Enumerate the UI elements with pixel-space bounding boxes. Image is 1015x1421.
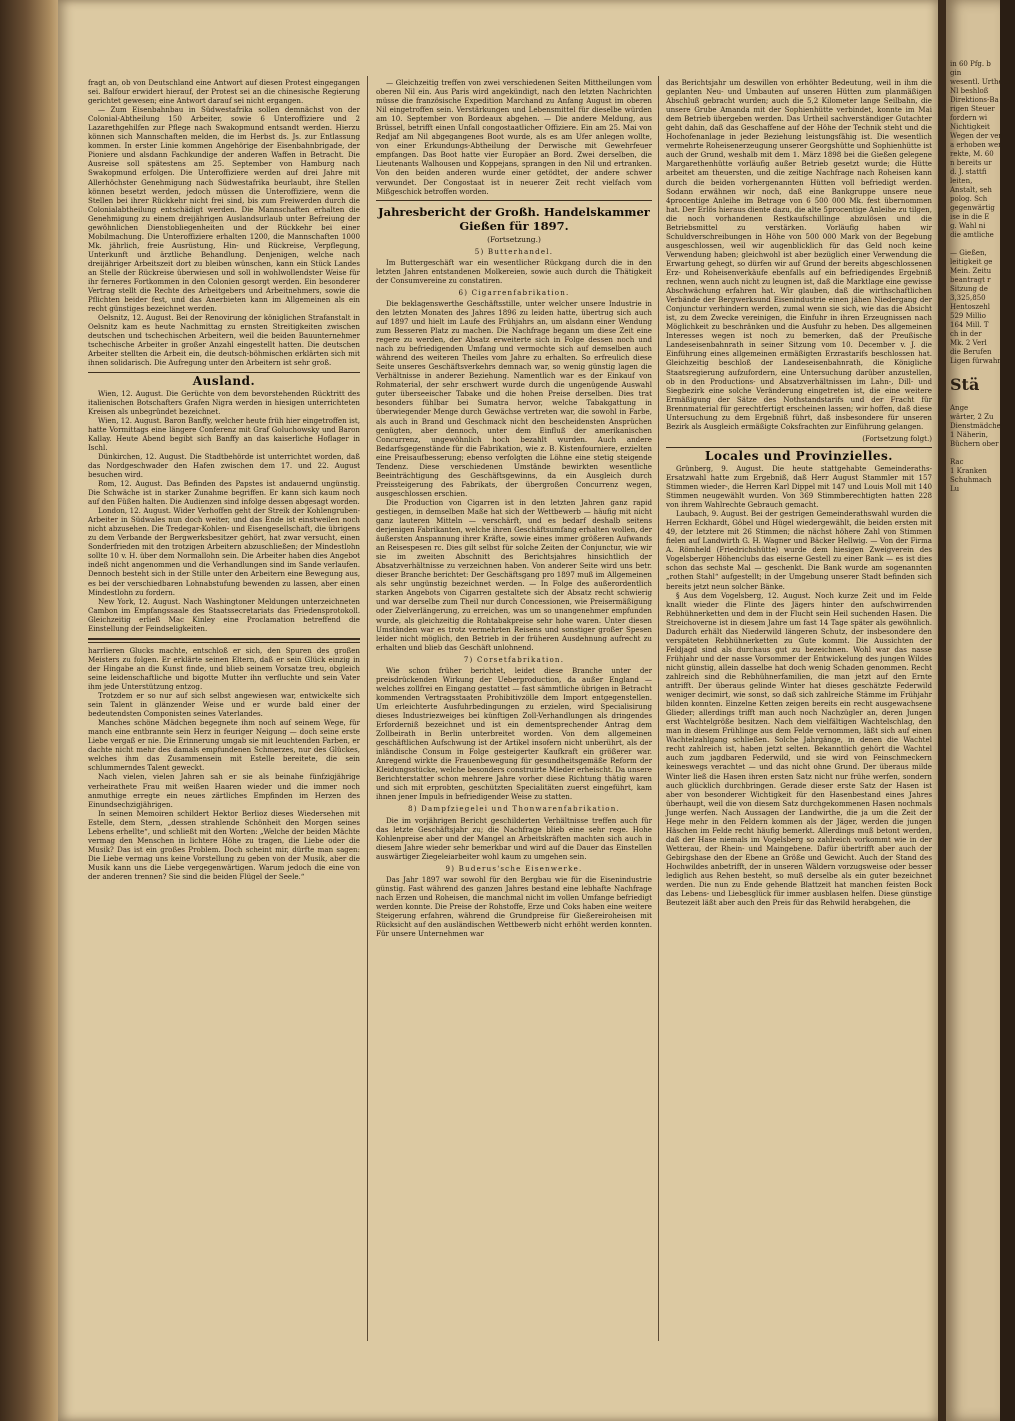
adjacent-page-line: Hentoszehl [950, 303, 990, 311]
adjacent-page-line: rigen Steuer [950, 105, 995, 113]
section-7-text: Wie schon früher berichtet, leidet diese Branche unter der preisdrückenden Wirkung der Ueberproduction, da außer England — welches zollfrei en Eingang gestattet — fast sämmtliche übrigen in Betracht kommenden Vertragsstaaten Prohibitivzölle dem Import entgegenstellen. Um erleichterte Ausfuhrbedingungen zu erzielen, wird Specialisirung dieses Industriezweiges bei künftigen Zoll-Verhandlungen als dringendes Erforderniß bezeichnet und ist ein dementsprechender Antrag dem Zollbeirath in Berlin unterbreitet worden. Von dem allgemeinen geschäftlichen Aufschwung ist der Artikel insofern nicht unberührt, als der inländische Consum in Folge gesteigerter Kaufkraft ein größerer war. Anregend wirkte die Frauenbewegung für gesundheitsgemäße Reform der Kleidungsstücke, welche besonders construirte Mieder erheischt. Da unsere Berichterstatter schon mehrere Jahre vorher diese Richtung thätig waren und sich mit erprobten, geschützten Specialitäten zuerst eingeführt, kam ihnen jener Impuls in befriedigender Weise zu statten. [376, 665, 652, 802]
section-divider [666, 447, 932, 448]
section-7-heading: 7) Corsetfabrikation. [463, 654, 565, 664]
adjacent-page-line: 164 Mill. T [950, 321, 989, 329]
feuilleton-para-1: harrlieren Glucks machte, entschloß er sich, den Spuren des großen Meisters zu folgen. Er erklärte seinen Eltern, daß er sein Glück einzig in der Hingabe an die Kunst finde, und blieb seinem Vorsatze treu, obgleich seine leidenschaftliche und bigotte Mutter ihn verfluchte und sein Vater ihm jede Unterstützung entzog. [88, 645, 360, 691]
article-upper-nile: — Gleichzeitig treffen von zwei verschiedenen Seiten Mittheilungen vom oberen Nil ein. Aus Paris wird angekündigt, nach den letzten Nachrichten müsse die französische Expedition Marchand zu Anfang August im oberen Nil eingetroffen sein. Verstärkungen und Lebensmittel für dieselbe würden am 10. September von Bordeaux abgehen. — Die andere Meldung, aus Brüssel, betrifft einen Unfall congostaatlicher Offiziere. Ein am 25. Mai von Redjaf am Nil abgegangenes Boot wurde, als es am Ufer anlegen wollte, von einer Erkundungs-Abtheilung der Derwische mit Gewehrfeuer empfangen. Das Boot hatte vier Europäer an Bord. Zwei derselben, die Lieutenants Walhousen und Koppejans, sprangen in den Nil und ertranken. Von den beiden anderen wurde einer getödtet, der andere schwer verwundet. Der Congostaat ist in neuerer Zeit recht vielfach vom Mißgeschick betroffen worden. [376, 78, 652, 196]
adjacent-page-line: ch in der [950, 330, 982, 338]
adjacent-page-line: Rac [950, 458, 964, 466]
column-3 [666, 78, 932, 1341]
ausland-heading: Ausland. [192, 373, 256, 388]
adjacent-page-line: wesentl. Urtheilsk [950, 78, 1015, 86]
column-2 [376, 78, 652, 1341]
adjacent-page-line: ise in die E [950, 213, 990, 221]
adjacent-page-line: rekte, M. 60 [950, 150, 994, 158]
feuilleton-divider [88, 638, 360, 643]
adjacent-page-line: Schuhmach [950, 476, 992, 484]
adjacent-page-line [950, 240, 1000, 249]
article-oelsnitz: Oelsnitz, 12. August. Bei der Renovirung der königlichen Strafanstalt in Oelsnitz kam es heute Nachmittag zu ernsten Streitigkeiten zwischen deutschen und tschechischen Arbeitern, weil die beiden Bauunternehmer tschechische Arbeiter in großer Anzahl eingestellt hatten. Die deutschen Arbeiter stellten die Arbeit ein, die deutsch-böhmischen erklärten sich mit ihnen solidarisch. Die Aufregung unter den Arbeitern ist sehr groß. [88, 313, 360, 368]
adjacent-page-line: Mk. 2 Verl [950, 339, 987, 347]
feuilleton-para-3: Manches schöne Mädchen begegnete ihm noch auf seinem Wege, für manch eine entbrannte sein Herz in feuriger Neigung — doch seine erste Liebe vergaß er nie. Die Erinnerung umgab sie mit leuchtenden Farben, er dachte nicht mehr des damals empfundenen Schmerzes, nur des Glückes, welches ihm das Zusammensein mit Estelle bereitete, die sein schlummerndes Talent geweckt. [88, 718, 360, 773]
adjacent-page-text [946, 0, 1015, 494]
ausland-wien-2: Wien, 12. August. Baron Banffy, welcher heute früh hier eingetroffen ist, hatte Vormittags eine längere Conferenz mit Graf Goluchowsky und Baron Kallay. Heute Abend begibt sich Banffy an das kaiserliche Hoflager in Ischl. [88, 415, 360, 452]
section-5-text: Im Buttergeschäft war ein wesentlicher Rückgang durch die in den letzten Jahren entstandenen Molkereien, sowie auch durch die Thätigkeit der Consumvereine zu constatiren. [376, 257, 652, 285]
adjacent-page-line: Nl beshloß [950, 87, 989, 95]
newspaper-page [58, 0, 938, 1421]
column-rule-1 [367, 76, 368, 1341]
feuilleton-para-5: In seinen Memoiren schildert Hektor Berlioz dieses Wiedersehen mit Estelle, dem Stern, „dessen strahlende Schönheit den Morgen seines Lebens erhellte“, und schließt mit den Worten: „Welche der beiden Mächte vermag den Menschen in lichtere Höhe zu tragen, die Liebe oder die Musik? Das ist ein großes Problem. Doch scheint mir, dürfte man sagen: Die Liebe vermag uns keine Vorstellung zu geben von der Musik, aber die Musik kann uns die Liebe vergegenwärtigen. Warum jedoch die eine von der anderen trennen? Sie sind die beiden Flügel der Seele.“ [88, 808, 360, 881]
local-news-heading: Locales und Provinzielles. [705, 448, 893, 463]
feuilleton-para-4: Nach vielen, vielen Jahren sah er sie als beinahe fünfzigjährige verheirathete Frau mit weißen Haaren wieder und die immer noch anmuthige erregte ein neues zärtliches Empfinden im Herzen des Einundsechzigjährigen. [88, 772, 360, 809]
adjacent-page-line: die amtliche [950, 231, 994, 239]
adjacent-page-line: Stä [950, 375, 980, 394]
article-china-protest: fragt an, ob von Deutschland eine Antwort auf diesen Protest eingegangen sei. Balfour erwidert hierauf, der Protest sei an die chinesische Regierung gerichtet gewesen; eine Antwort darauf sei nicht ergangen. [88, 78, 360, 106]
adjacent-page-line: Sitzung de [950, 285, 988, 293]
adjacent-page-line: Mein. Zeitu [950, 267, 992, 275]
adjacent-page-line: Ange [950, 404, 969, 412]
adjacent-page-line: polog. Sch [950, 195, 988, 203]
adjacent-page-line [950, 449, 1000, 458]
adjacent-page-line: fordern wi [950, 114, 988, 122]
adjacent-page-line: d. J. stattfi [950, 168, 987, 176]
section-6-text-1: Die beklagenswerthe Geschäftsstille, unter welcher unsere Industrie in den letzten Monaten des Jahres 1896 zu leiden hatte, übertrug sich auch auf 1897 und hielt im Laufe des Frühjahrs an, um alsdann einer Wendung zum Besseren Platz zu machen. Die Nachfrage begann um diese Zeit eine regere zu werden, der Absatz erweiterte sich in Folge dessen noch und nach zu befriedigenden Umfang und vermochte sich auf demselben auch während des weiteren Theiles vom Jahre zu erhalten. So erfreulich diese Seite unseres Geschäftsverkehrs demnach war, so wenig günstig lagen die Verhältnisse in anderer Beziehung. Namentlich war es der Einkauf von Rohmaterial, der sehr erschwert wurde durch die ungenügende Auswahl guter überseeischer Tabake und die hohen Preise derselben. Dies trat besonders fühlbar bei Sumatra hervor, welche Tabakgattung in überwiegender Menge durch Gewächse vertreten war, die sowohl in Farbe, als auch in Brand und Geschmack nicht den bescheidensten Ansprüchen genügten, aber dennoch, unter dem Einfluß der amerikanischen Concurrenz, ungewöhnlich hoch bezahlt wurden. Auch andere Bedarfsgegenstände für die Fabrikation, wie z. B. Kistenfourniere, erzielten eine Preisaufbesserung; ebenso verfolgten die Löhne eine stetig steigende Tendenz. Diese verschiedenen Umstände bewirkten wesentliche Beeinträchtigung des Geschäftsgewinns, da ein Ausgleich durch Preissteigerung des Fabrikats, der übergroßen Concurrenz wegen, ausgeschlossen erschien. [376, 298, 652, 498]
section-8-heading: 8) Dampfziegelei und Thonwarenfabrikation. [407, 804, 620, 814]
adjacent-page-line: beantragt r [950, 276, 991, 284]
adjacent-page-line: leitigkeit ge [950, 258, 993, 266]
adjacent-page-line [950, 395, 1000, 404]
adjacent-page-line: 3,325,850 [950, 294, 986, 302]
adjacent-page-line: leiten, [950, 177, 973, 185]
section-5-heading: 5) Butterhandel. [474, 246, 554, 256]
adjacent-page-edge [946, 0, 1015, 1421]
adjacent-page-line: die Berufen [950, 348, 992, 356]
section-divider [88, 372, 360, 373]
adjacent-page-line: 529 Millio [950, 312, 986, 320]
local-gruenberg: Grünberg, 9. August. Die heute stattgehabte Gemeinderaths-Ersatzwahl hatte zum Ergebniß, daß Herr August Stammler mit 157 Stimmen wieder-, die Herren Karl Dippel mit 147 und Louis Moll mit 140 Stimmen neugewählt wurden. Von 369 Stimmberechtigten hatten 228 von ihrem Wahlrechte Gebrauch gemacht. [666, 463, 932, 510]
section-6-text-2: Die Production von Cigarren ist in den letzten Jahren ganz rapid gestiegen, in demselben Maße hat sich der Wettbewerb — häufig mit nicht ganz lauteren Mitteln — verschärft, und es bedarf deshalb seitens derjenigen Fabrikanten, welche ihren Geschäftsumfang erhalten wollen, der äußersten Anspannung ihrer Kräfte, sowie eines immer größeren Aufwands an Reisespesen rc. Dies gilt selbst für solche Zeiten der Conjunctur, wie wir sie im zweiten Abschnitt des Berichtsjahres hinsichtlich der Absatzverhältnisse zu verzeichnen haben. Von anderer Seite wird uns betr. dieser Branche berichtet: Der Geschäftsgang pro 1897 muß im Allgemeinen als sehr ungünstig bezeichnet werden. — In Folge des außerordentlich starken Angebots von Cigarren gestaltete sich der Absatz recht schwierig und war derselbe zum Theil nur durch Concessionen, wie Preisermäßigung oder Zielverlängerung, zu erreichen, was um so unangenehmer empfunden wurde, als gleichzeitig die Rohtabakpreise sehr hohe waren. Unter diesen Umständen war es trotz vermehrten Reisens und sonstiger großer Spesen leider nicht möglich, den Betrieb in der früheren Ausdehnung aufrecht zu erhalten und blieb das Geschäft unlohnend. [376, 497, 652, 652]
adjacent-page-line: a erhoben wer [950, 141, 1002, 149]
adjacent-page-line: 1 Kranken [950, 467, 987, 475]
feuilleton-para-2: Trotzdem er so nur auf sich selbst angewiesen war, entwickelte sich sein Talent in glänzender Weise und er wurde bald einer der bedeutendsten Componisten seines Vaterlandes. [88, 691, 360, 719]
adjacent-page-line: Ligen fürwahr [950, 357, 1001, 365]
column-rule-2 [658, 76, 659, 1341]
adjacent-page-line: Dienstmädche [950, 422, 1001, 430]
adjacent-page-line: in 60 Pfg. b [950, 60, 991, 68]
section-9-heading: 9) Buderus'sche Eisenwerke. [445, 863, 583, 873]
book-binding-left [0, 0, 58, 1421]
report-subtitle: (Fortsetzung.) [487, 234, 541, 244]
section-6-heading: 6) Cigarrenfabrikation. [458, 287, 570, 297]
adjacent-page-line: n bereits ur [950, 159, 992, 167]
adjacent-page-line: gin [950, 69, 962, 77]
adjacent-page-line: Nichtigkeit [950, 123, 990, 131]
ausland-rom: Rom, 12. August. Das Befinden des Papstes ist andauernd ungünstig. Die Schwäche ist in starker Zunahme begriffen. Er kann sich kaum noch auf den Füßen halten. Die Audienzen sind infolge dessen abgesagt worden. [88, 479, 360, 507]
continuation-note: (Fortsetzung folgt.) [862, 433, 932, 443]
adjacent-page-line: g. Wahl ni [950, 222, 986, 230]
adjacent-page-line: Wegen der ver [950, 132, 1002, 140]
section-8-text: Die im vorjährigen Bericht geschilderten Verhältnisse treffen auch für das letzte Geschäftsjahr zu; die Nachfrage blieb eine sehr rege. Hohe Kohlenpreise aber und der Mangel an Arbeitskräften machten sich auch in diesem Jahre wieder sehr bemerkbar und wird auf die Dauer das Einstellen auswärtiger Ziegeleiarbeiter wohl kaum zu umgehen sein. [376, 815, 652, 861]
ausland-new-york: New York, 12. August. Nach Washingtoner Meldungen unterzeichneten Cambon im Empfangssaale des Staatssecretariats das Friedensprotokoll. Gleichzeitig erließ Mac Kinley eine Proclamation betreffend die Einstellung der Feindseligkeiten. [88, 596, 360, 633]
column-1 [88, 78, 360, 1341]
report-title: Jahresbericht der Großh. Handelskammer Gießen für 1897. [378, 204, 650, 233]
section-divider [376, 200, 652, 201]
adjacent-page-line: gegenwärtig [950, 204, 995, 212]
adjacent-page-line: 1 Näherin, [950, 431, 988, 439]
local-vogelsberg: § Aus dem Vogelsberg, 12. August. Noch kurze Zeit und im Felde knallt wieder die Flinte des Jägers hinter den aufschwirrenden Rebhühnerketten und dem in der Flucht sein Heil suchenden Hasen. Die Streichoverne ist in diesem Jahre um fast 14 Tage später als gewöhnlich. Dadurch erhält das Niederwild längeren Schutz, der insbesondere den verspäteten Rebhühnerketten zu Gute kommt. Die Aussichten der Feldjagd sind als durchaus gut zu bezeichnen. Wohl war das nasse Frühjahr und der nasse Vorsommer der Entwickelung des jungen Wildes nicht günstig, allein dasselbe hat doch wenig Schaden genommen. Recht zahlreich sind die Rebhühnerfamilien, die man jetzt auf den Ernte antrifft. Der überaus gelinde Winter hat dieses geschätzte Federwild weniger decimirt, wie sonst, so daß sich zahlreiche Stämme im Frühjahr bilden konnten. Einzelne Ketten zeigen bereits ein recht ausgewachsene Glieder; allerdings trifft man auch noch Nachzügler an, deren Jungen erst Wachtelgröße besitzen. Nach dem vielfältigen Wachtelschlag, den man in diesem Frühlinge aus dem Felde vernommen, läßt sich auf einen Wachtelzahlgang schließen. Solche Jahrgänge, in denen die Wachtel recht zahlreich ist, haben jetzt selten. Bekanntlich gehört die Wachtel auch zum jagdbaren Federwild, und sie wird von Feinschmeckern keineswegs verachtet — und das nicht ohne Grund. Der überaus milde Winter ließ die Hasen ihren ersten Satz nicht nur frühe werfen, sondern auch glücklich durchbringen. Gerade dieser erste Satz der Hasen ist aber von besonderer Wichtigkeit für den Hasenbestand eines Jahres überhaupt, weil die von diesem Satz durchgekommenen Hasen nochmals Junge werfen. Nach Aussagen der Landwirthe, die ja um die Zeit der Hege mehr in den Feldern kommen als der Jäger, werden die jungen Häschen im Felde recht häufig bemerkt. Allerdings muß betont werden, daß der Hase niemals im Vogelsberg so zahlreich vorkommt wie in der Wetterau, der Rhein- und Maingebene. Dafür übertrifft aber auch der Gebirgshase den der Ebene an Größe und Gewicht. Auch der Stand des Hochwildes anbetrifft, der in unseren Wäldern vorzugsweise oder besser lediglich aus Rehen besteht, so muß derselbe als ein guter bezeichnet werden. Die nun zu Ende gehende Blattzeit hat manchen feisten Bock das Lebens- und Liebesglück für immer ausblasen helfen. Diese günstige Beutezeit läßt aber auch den Preis für das Rehwild herabgehen, die [666, 590, 932, 908]
adjacent-page-line [950, 366, 1000, 375]
ausland-wien-1: Wien, 12. August. Die Gerüchte von dem bevorstehenden Rücktritt des italienischen Botschafters Grafen Nigra werden in hiesigen unterrichteten Kreisen als unbegründet bezeichnet. [88, 388, 360, 416]
ausland-duenkirchen: Dünkirchen, 12. August. Die Stadtbehörde ist unterrichtet worden, daß das Nordgeschwader den Hafen zwischen dem 17. und 22. August besuchen wird. [88, 451, 360, 479]
adjacent-page-line: Büchern ober [950, 440, 999, 448]
article-southwest-africa: — Zum Eisenbahnbau in Südwestafrika sollen demnächst von der Colonial-Abtheilung 150 Arbeiter, sowie 6 Unteroffiziere und 2 Lazarethgehilfen zur Pflege nach Swakopmund entsandt werden. Hierzu können sich Mannschaften melden, die im Herbst ds. Js. zur Entlassung kommen. In erster Linie kommen Angehörige der Eisenbahnbrigade, der Pioniere und alsdann Fachkundige der anderen Waffen in Betracht. Die Ausreise soll spätestens am 25. September von Hamburg nach Swakopmund erfolgen. Die Unteroffiziere werden auf drei Jahre mit Allerhöchster Genehmigung nach Südwestafrika beurlaubt, ihre Stellen können besetzt werden, jedoch müssen die Unteroffiziere, wenn die Stellen bei ihrer Rückkehr nicht frei sind, bis zum Freiwerden durch die Colonialabtheilung entschädigt werden. Die Mannschaften erhalten die Genehmigung zu einem dreijährigen Auslandsurlaub unter Befreiung der gewöhnlichen Dienstobliegenheiten und der Rückkehr bei einer Mobilmachung. Die Unteroffiziere erhalten 1200, die Mannschaften 1000 Mk. jährlich, freie Ausrüstung, Hin- und Rückreise, Verpflegung, Unterkunft und ärztliche Behandlung. Denjenigen, welche nach dreijähriger Arbeitszeit dort zu bleiben wünschen, kann ein Stück Landes an Stelle der Rückreise überwiesen und soll in wohlwollendster Weise für ihr ferneres Fortkommen in den Colonien gesorgt werden. Ein besonderer Vertrag stellt die Rechte des Arbeitgebers und Arbeitnehmers, sowie die Pflichten beider fest, und das Anerbieten kann im Allgemeinen als ein recht günstiges bezeichnet werden. [88, 105, 360, 314]
adjacent-page-line: Lu [950, 485, 960, 493]
adjacent-page-line: wärter, 2 Zu [950, 413, 994, 421]
adjacent-page-line: Direktions-Ba [950, 96, 999, 104]
local-laubach: Laubach, 9. August. Bei der gestrigen Gemeinderathswahl wurden die Herren Eckhardt, Göbel und Hügel wiedergewählt, die beiden ersten mit 49, der letztere mit 26 Stimmen; die nächst höhere Zahl von Stimmen fielen auf Landwirth G. H. Wagner und Bäcker Hellwig. — Von der Firma A. Römheld (Friedrichshütte) wurde dem hiesigen Zweigverein des Vogelsberger Höhenclubs das eiserne Gestell zu einer Bank — es ist dies schon das sechste Mal — geschenkt. Die Bank wurde am sogenannten „rothen Stahl“ aufgestellt; in der Umgebung unserer Stadt befinden sich bereits jetzt neun solcher Bänke. [666, 509, 932, 591]
section-9-text: Das Jahr 1897 war sowohl für den Bergbau wie für die Eisenindustrie günstig. Fast während des ganzen Jahres bestand eine lebhafte Nachfrage nach Erzen und Roheisen, die manchmal nicht im vollen Umfange befriedigt werden konnte. Die Preise der Rohstoffe, Erze und Coks haben eine weitere Steigerung erfahren, während die Grundpreise für Gießereiroheisen mit Rücksicht auf den ausländischen Wettbewerb nicht erhöht werden konnten. Für unsere Unternehmen war [376, 874, 652, 939]
report-continuation: das Berichtsjahr um deswillen von erhöhter Bedeutung, weil in ihm die geplanten Neu- und Umbauten auf unseren Hütten zum planmäßigen Abschluß gebracht wurden; auch die 5,2 Kilometer lange Seilbahn, die unsere Grube Amanda mit der Sophienhütte verbindet, konnte im Mai dem Betrieb übergeben werden. Das Urtheil sachverständiger Gutachter geht dahin, daß das Geschaffene auf der Höhe der Technik steht und die Hochofenanlage in jeder Beziehung leistungsfähig ist. Die wesentlich vermehrte Roheisenerzeugung unserer Georgshütte und Sophienhütte ist auch der Grund, weshalb mit dem 1. März 1898 bei die Gießen gelegene Margarethenhütte vorläufig außer Betrieb gesetzt wurde; die Hütte arbeitet am theuersten, und die zeitige Nachfrage nach Roheisen kann durch die beiden vorhergenannten Hütten voll befriedigt werden. Sodann erwähnen wir noch, daß eine Bankgruppe unsere neue 4procentige Anleihe im Betrage von 6 500 000 Mk. fest übernommen hat. Der Erlös hieraus diente dazu, die alte 5procentige Anleihe zu tilgen, die noch vorhandenen Restkaufschillinge abzulösen und die Betriebsmittel zu verstärken. Vorläufig haben wir Schuldverschreibungen in Höhe von 500 000 Mark von der Begebung ausgeschlossen, weil wir augenblicklich für das Geld noch keine Verwendung haben; gleichwohl ist aber bezüglich einer Verwendung die Erwartung gehegt, so dürfen wir auf Grund der bereits abgeschlossenen Erz- und Roheisenverkäufe ebenfalls auf ein befriedigendes Ergebniß rechnen, wenn auch nicht zu leugnen ist, daß die Marktlage eine gewisse Abschwächung erfahren hat. Wir glauben, daß die wirthschaftlichen Verbände der Bergwerksund Eisenindustrie einen jähen Niedergang der Conjunctur verhindern werden, zumal wenn sie sich, wie das die Absicht ist, zu dem Zwecke vereinigen, die Einfuhr in ihren Erzeugnissen nach Möglichkeit zu beschränken und die Ausfuhr zu heben. Des allgemeinen Interesses wegen ist noch zu bemerken, daß der Preußische Landeseisenbahnrath in seiner Sitzung vom 10. December v. J. die Einführung eines allgemeinen ermäßigten Erzrastarifs beschlossen hat. Gleichzeitig beschloß der Landeseisenbahnrath, die Königliche Staatsregierung aufzufordern, eine Untersuchung darüber anzustellen, ob in den Productions- und Absatzverhältnissen im Lahn-, Dill- und Siegbezirk eine solche Veränderung eingetreten ist, die eine weitere Ermäßigung der Sätze des Nothstandstarifs und der Fracht für Brennmaterial für gerechtfertigt erscheinen lassen; wir hoffen, daß diese Untersuchung zu dem Ergebniß führt, daß insbesondere für unseren Bezirk als Ausgleich ermäßigte Coksfrachten zur Einführung gelangen. [666, 78, 932, 431]
book-gutter [938, 0, 946, 1421]
adjacent-page-line: — Gießen, [950, 249, 987, 257]
ausland-london: London, 12. August. Wider Verhoffen geht der Streik der Kohlengruben-Arbeiter in Südwales nun doch weiter, und das Ende ist einstweilen noch nicht abzusehen. Die Tredegar-Kohlen- und Eisengesellschaft, die übrigens zu dem Verbande der Bergwerksbesitzer gehört, hat zwar versucht, einen Sonderfrieden mit den trotzigen Arbeitern abzuschließen; der Mindestlohn sollte 10 v. H. über dem Normallohn sein. Die Arbeiter haben dies Angebot indeß nicht angenommen und die Verhandlungen sind im Sande verlaufen. Dennoch besteht sich in der Stille unter den Arbeitern eine Bewegung aus, es bei der verschiedbaren Lohnabstufung bewenden zu lassen, aber einen Mindestlohn zu fordern. [88, 506, 360, 597]
adjacent-page-line: Anstalt, seh [950, 186, 992, 194]
